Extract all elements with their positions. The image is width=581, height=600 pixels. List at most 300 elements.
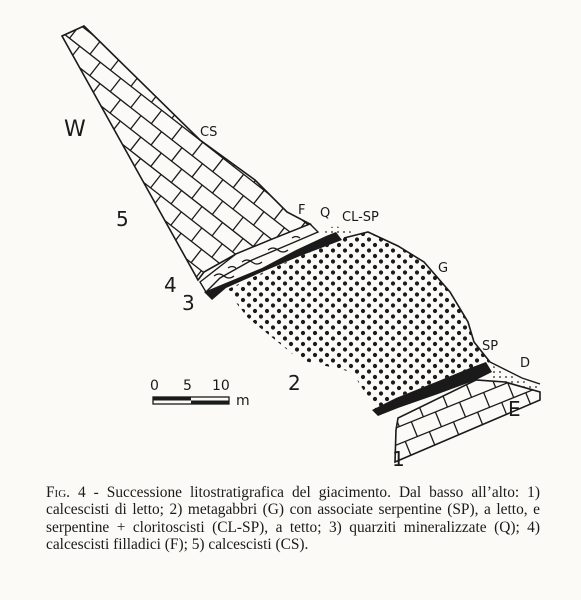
hatch-joint [538,353,544,368]
hatch-line [10,0,581,238]
hatch-joint [448,234,454,249]
hatch-joint [49,0,59,1]
hatch-line [104,0,581,117]
hatch-joint [173,41,183,54]
hatch-joint [333,471,339,480]
hatch-joint [562,413,568,428]
hatch-joint [460,179,470,192]
hatch-joint [272,420,282,433]
hatch-joint [65,474,75,480]
hatch-joint [419,190,429,203]
hatch-joint [333,468,343,480]
hatch-joint [127,479,137,480]
hatch-joint [420,83,430,96]
hatch-joint [130,201,140,214]
hatch-joint [542,243,552,256]
hatch-joint [169,383,179,396]
hatch-joint [490,442,496,457]
hatch-joint [568,393,574,408]
hatch-joint [68,196,78,209]
hatch-joint [65,453,75,466]
hatch-joint [496,284,502,299]
hatch-joint [293,415,303,428]
label-g: G [438,261,449,276]
hatch-joint [338,0,348,11]
hatch-joint [231,431,241,444]
hatch-joint [275,142,285,155]
hatch-joint [508,452,514,467]
hatch-line [333,438,581,480]
hatch-joint [336,190,346,203]
hatch-joint [231,322,237,337]
hatch-joint [88,276,98,289]
hatch-joint [210,415,220,428]
hatch-joint [169,404,179,417]
hatch-joint [66,346,76,359]
hatch-joint [129,287,139,300]
hatch-joint [149,346,159,359]
hatch-joint [47,201,57,214]
hatch-joint [107,356,117,369]
hatch-joint [89,105,99,118]
hatch-joint [550,314,556,329]
hatch-joint [45,373,55,386]
hatch-joint [292,479,302,480]
hatch-joint [543,222,553,235]
hatch-joint [504,0,514,11]
hatch-joint [321,441,327,456]
hatch-joint [24,399,34,412]
hatch-joint [190,356,200,369]
hatch-joint [358,99,368,112]
label-f: F [298,203,306,218]
scale-tick-5: 5 [183,378,192,394]
hatch-joint [358,78,368,91]
hatch-joint [522,163,532,176]
hatch-joint [483,3,493,16]
hatch-joint [337,169,347,182]
hatch-line [339,453,581,480]
hatch-joint [234,131,244,144]
hatch-joint [461,136,471,149]
hatch-joint [107,378,117,391]
hatch-joint [28,57,38,70]
hatch-joint [315,392,321,407]
hatch-joint [550,452,556,467]
hatch-joint [25,378,35,391]
hatch-joint [86,426,96,439]
hatch-joint [173,19,183,32]
hatch-joint [538,215,544,230]
hatch-joint [387,431,393,446]
hatch-joint [564,131,574,144]
hatch-joint [279,441,285,456]
hatch-joint [522,227,532,240]
hatch-joint [296,73,306,86]
hatch-joint [568,324,574,339]
hatch-joint [129,223,139,236]
hatch-joint [190,313,200,326]
hatch-joint [27,143,37,156]
hatch-joint [379,72,389,85]
hatch-joint [213,94,223,107]
hatch-joint [132,9,142,22]
hatch-joint [211,308,221,321]
figure-caption [46,484,540,554]
hatch-joint [152,67,162,80]
hatch-joint [523,142,533,155]
label-cl-sp: CL-SP [342,210,379,225]
hatch-joint [490,235,496,250]
hatch-joint [46,330,56,343]
hatch-joint [69,89,79,102]
hatch-joint [291,470,297,480]
hatch-joint [148,431,158,444]
hatch-joint [251,447,261,460]
hatch-joint [442,0,452,5]
hatch-joint [345,431,351,446]
hatch-joint [6,169,16,182]
hatch-joint [130,180,140,193]
hatch-joint [441,13,451,26]
hatch-joint [523,77,533,90]
figure-number: Fig. 4 [46,484,86,501]
hatch-joint [381,451,387,466]
hatch-joint [503,19,513,32]
label-q: Q [320,206,331,221]
hatch-joint [501,211,511,224]
hatch-joint [190,335,200,348]
hatch-joint [563,259,573,272]
hatch-joint [313,474,323,480]
hatch-joint [127,415,137,428]
hatch-joint [234,89,244,102]
hatch-joint [193,78,203,91]
hatch-joint [68,153,78,166]
hatch-joint [523,99,533,112]
hatch-joint [461,115,471,128]
hatch-joint [26,250,36,263]
hatch-joint [501,275,511,288]
hatch-joint [211,329,221,342]
hatch-joint [5,276,15,289]
hatch-joint [375,415,385,428]
hatch-joint [4,319,14,332]
hatch-joint [275,121,285,134]
hatch-joint [235,24,245,37]
hatch-joint [214,73,224,86]
hatch-joint [230,474,240,480]
hatch-joint [481,195,491,208]
hatch-joint [303,362,309,377]
hatch-joint [480,238,490,251]
hatch-joint [128,394,138,407]
hatch-joint [7,62,17,75]
hatch-joint [514,294,520,309]
hatch-joint [564,174,574,187]
hatch-joint [168,469,178,480]
hatch-joint [524,35,534,48]
hatch-joint [68,217,78,230]
hatch-joint [522,206,532,219]
hatch-joint [296,51,306,64]
hatch-joint [526,462,532,477]
hatch-joint [563,238,573,251]
hatch-joint [461,72,471,85]
label-west: W [64,117,86,142]
hatch-joint [193,57,203,70]
hatch-joint [48,73,58,86]
hatch-joint [400,3,410,16]
scale-tick-0: 0 [150,378,159,394]
hatch-joint [379,94,389,107]
hatch-joint [508,314,514,329]
hatch-joint [47,159,57,172]
hatch-joint [334,447,344,460]
hatch-joint [545,29,555,42]
hatch-joint [255,62,265,75]
hatch-joint [314,388,324,401]
hatch-joint [460,201,470,214]
hatch-joint [129,265,139,278]
hatch-joint [379,30,389,43]
hatch-joint [214,51,224,64]
hatch-joint [49,30,59,43]
hatch-joint [544,72,554,85]
hatch-joint [252,362,262,375]
hatch-joint [544,51,554,64]
label-cs: CS [200,125,218,140]
hatch-joint [147,474,157,480]
hatch-joint [25,357,35,370]
hatch-joint [314,367,324,380]
hatch-joint [172,62,182,75]
hatch-joint [7,105,17,118]
hatch-joint [70,3,80,16]
hatch-joint [251,426,261,439]
hatch-joint [297,8,307,21]
hatch-joint [398,174,408,187]
hatch-joint [543,136,553,149]
hatch-joint [421,19,431,32]
hatch-joint [275,99,285,112]
hatch-joint [556,294,562,309]
hatch-joint [7,41,17,54]
hatch-joint [25,292,35,305]
hatch-joint [255,19,265,32]
hatch-joint [524,13,534,26]
hatch-joint [170,340,180,353]
hatch-joint [27,164,37,177]
hatch-joint [521,270,531,283]
hatch-joint [128,372,138,385]
hatch-joint [296,137,306,150]
hatch-joint [375,458,385,471]
hatch-joint [193,99,203,112]
hatch-joint [25,314,35,327]
hatch-joint [472,225,478,240]
hatch-joint [447,442,453,457]
hatch-joint [545,8,555,21]
hatch-joint [478,274,484,289]
hatch-joint [524,56,534,69]
hatch-joint [150,239,160,252]
hatch-joint [472,294,478,309]
hatch-joint [378,179,388,192]
hatch-joint [49,9,59,22]
hatch-joint [357,461,363,476]
hatch-joint [127,437,137,450]
hatch-joint [357,163,367,176]
hatch-joint [170,297,180,310]
hatch-joint [88,233,98,246]
hatch-joint [317,24,327,37]
hatch-joint [526,255,532,270]
hatch-joint [210,458,220,471]
hatch-joint [441,99,451,112]
hatch-joint [285,352,291,367]
hatch-joint [7,84,17,97]
hatch-joint [502,264,508,279]
scale-bar [150,378,250,409]
hatch-joint [108,249,118,262]
hatch-joint [441,78,451,91]
hatch-joint [419,147,429,160]
hatch-joint [337,126,347,139]
hatch-joint [172,83,182,96]
hatch-joint [89,148,99,161]
hatch-joint [460,243,470,256]
hatch-joint [66,324,76,337]
hatch-joint [354,463,364,476]
hatch-joint [170,319,180,332]
hatch-joint [423,451,429,466]
hatch-joint [272,378,282,391]
hatch-joint [4,341,14,354]
hatch-joint [358,121,368,134]
hatch-joint [501,233,511,246]
hatch-joint [482,67,492,80]
hatch-joint [251,468,261,480]
hatch-joint [89,126,99,139]
hatch-joint [339,451,345,466]
hatch-joint [273,391,279,406]
hatch-joint [502,126,512,139]
hatch-joint [5,234,15,247]
hatch-joint [550,383,556,398]
hatch-joint [472,432,478,447]
hatch-joint [520,274,526,289]
hatch-joint [459,265,469,278]
hatch-joint [500,297,510,310]
hatch-joint [256,0,266,11]
hatch-joint [574,442,580,457]
hatch-joint [400,67,410,80]
hatch-joint [355,399,365,412]
hatch-joint [27,100,37,113]
label-unit-5: 5 [116,207,129,231]
hatch-joint [480,259,490,272]
label-unit-4: 4 [164,273,177,297]
hatch-joint [565,67,575,80]
hatch-joint [128,330,138,343]
hatch-joint [149,303,159,316]
hatch-line [345,468,581,480]
hatch-joint [502,190,512,203]
hatch-joint [503,61,513,74]
hatch-joint [543,200,553,213]
hatch-joint [4,362,14,375]
hatch-joint [461,94,471,107]
hatch-joint [418,233,428,246]
hatch-joint [334,404,344,417]
hatch-joint [25,335,35,348]
hatch-joint [189,442,199,455]
hatch-joint [267,411,273,426]
hatch-joint [424,244,430,259]
hatch-joint [544,115,554,128]
hatch-joint [482,110,492,123]
hatch-joint [440,185,450,198]
hatch-joint [249,332,255,347]
hatch-joint [108,292,118,305]
hatch-joint [462,51,472,64]
hatch-joint [562,344,568,359]
hatch-joint [542,265,552,278]
hatch-joint [465,452,471,467]
hatch-joint [337,105,347,118]
hatch-joint [544,403,550,418]
hatch-joint [296,94,306,107]
hatch-joint [378,115,388,128]
hatch-joint [420,104,430,117]
hatch-joint [69,68,79,81]
hatch-joint [45,437,55,450]
hatch-joint [313,452,323,465]
hatch-joint [357,142,367,155]
hatch-joint [67,282,77,295]
hatch-joint [193,35,203,48]
hatch-joint [369,421,375,436]
hatch-joint [544,334,550,349]
label-unit-3: 3 [182,291,195,315]
hatch-joint [303,431,309,446]
hatch-joint [275,164,285,177]
hatch-joint [28,14,38,27]
hatch-joint [255,41,265,54]
hatch-joint [28,78,38,91]
hatch-joint [514,432,520,447]
hatch-joint [173,0,183,11]
hatch-joint [255,105,265,118]
hatch-joint [508,245,514,260]
hatch-joint [88,255,98,268]
hatch-joint [395,474,405,480]
hatch-joint [481,217,491,230]
hatch-joint [109,185,119,198]
hatch-joint [87,298,97,311]
hatch-joint [6,191,16,204]
hatch-joint [172,105,182,118]
hatch-joint [313,410,323,423]
hatch-joint [194,0,204,6]
hatch-joint [503,83,513,96]
hatch-joint [375,471,381,480]
hatch-joint [48,137,58,150]
hatch-joint [441,56,451,69]
hatch-joint [316,153,326,166]
hatch-joint [128,351,138,364]
